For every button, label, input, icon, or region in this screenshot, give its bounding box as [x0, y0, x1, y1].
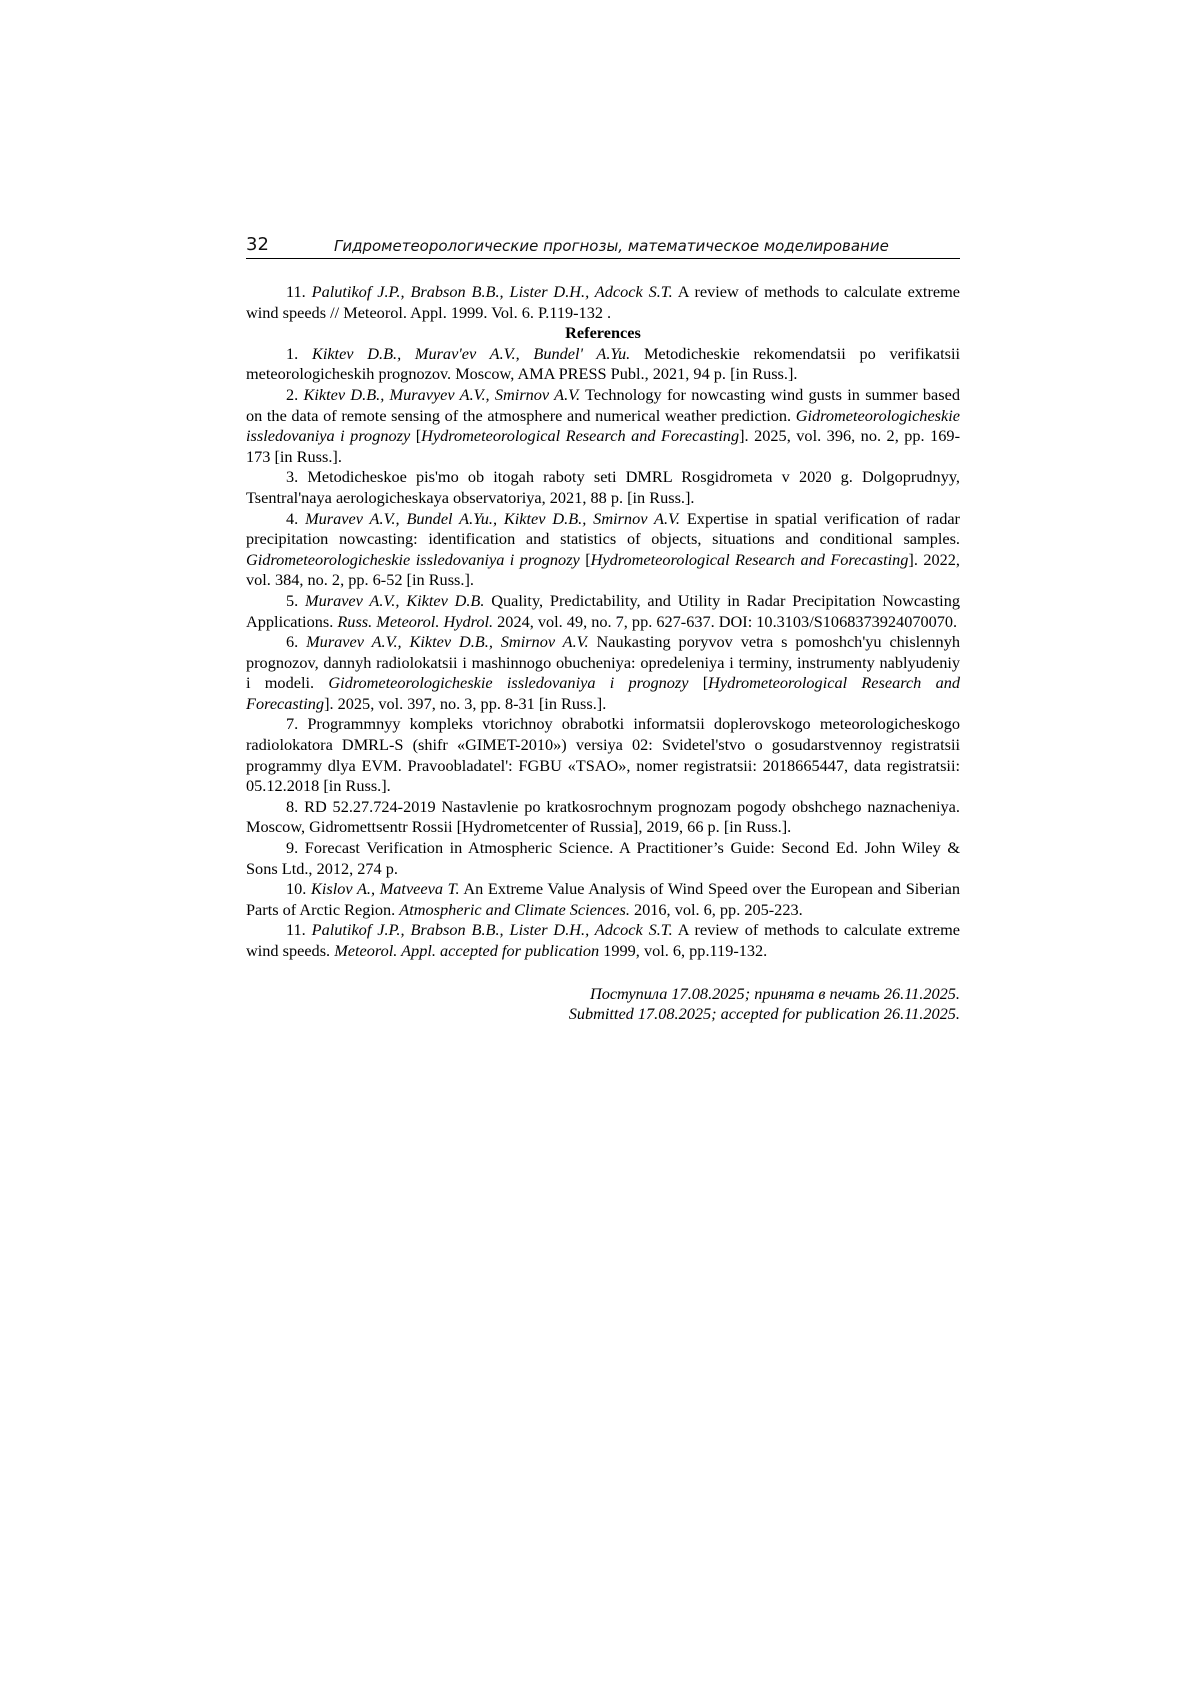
reference-4	[246, 509, 960, 591]
ref-authors: Kiktev D.B., Murav'ev A.V., Bundel' A.Yu.	[311, 343, 631, 363]
ref-number: 9.	[286, 838, 299, 858]
ref-number: 3.	[286, 467, 299, 487]
ref-journal-translation: Hydrometeorological Research and Forecasting	[421, 426, 740, 446]
ref-bracket: [	[415, 426, 422, 446]
received-dates	[246, 984, 960, 1025]
ref-details: ]. 2022, vol. 384, no. 2, pp. 6-52 [in Russ.].	[246, 549, 960, 590]
ref-number: 8.	[286, 796, 299, 816]
ref-authors: Muravev A.V., Bundel A.Yu., Kiktev D.B., Smirnov A.V.	[305, 508, 680, 528]
ref-journal: Gidrometeorologicheskie issledovaniya i prognozy	[246, 405, 960, 446]
ref-details: 2016, vol. 6, pp. 205-223.	[633, 899, 803, 919]
ref-journal: Gidrometeorologicheskie issledovaniya i prognozy	[328, 673, 689, 693]
ref-authors: Palutikof J.P., Brabson B.B., Lister D.H., Adcock S.T.	[311, 920, 673, 940]
running-header	[246, 234, 960, 259]
ref-number: 6.	[286, 632, 299, 652]
ref-number: 5.	[286, 590, 299, 610]
reference-3	[246, 467, 960, 508]
ref-text: RD 52.27.724-2019 Nastavlenie po kratkosrochnym prognozam pogody obshchego naznacheniya. Moscow, Gidromettsentr Rossii [Hydrometcenter of Russia], 2019, 66 p. [in Russ.].	[246, 796, 960, 837]
reference-10	[246, 879, 960, 920]
ref-authors: Muravev A.V., Kiktev D.B., Smirnov A.V.	[306, 632, 589, 652]
references-heading: References	[565, 323, 641, 343]
ref-number: 1.	[286, 343, 299, 363]
ref-number: 7.	[286, 714, 299, 734]
ref-number: 10.	[286, 879, 307, 899]
references-body	[246, 282, 960, 1025]
previous-reference-11	[246, 282, 960, 323]
ref-number: 4.	[286, 508, 299, 528]
ref-text: A review of methods to calculate extreme wind speeds // Meteorol. Appl. 1999. Vol. 6. P.119-132 .	[246, 282, 960, 322]
received-en: Submitted 17.08.2025; accepted for publication 26.11.2025.	[568, 1004, 960, 1024]
ref-text: An Extreme Value Analysis of Wind Speed over the European and Siberian Parts of Arctic Region.	[246, 879, 960, 919]
ref-authors: Palutikof J.P., Brabson B.B., Lister D.H., Adcock S.T.	[311, 282, 673, 301]
ref-number: 11.	[286, 282, 306, 301]
reference-6	[246, 632, 960, 714]
ref-authors: Kiktev D.B., Muravyev A.V., Smirnov A.V.	[303, 384, 581, 404]
ref-details: ]. 2025, vol. 397, no. 3, pp. 8-31 [in Russ.].	[324, 693, 607, 713]
ref-details: 2024, vol. 49, no. 7, pp. 627-637. DOI: 10.3103/S1068373924070070.	[497, 611, 958, 631]
journal-title: Гидрометеорологические прогнозы, математическое моделирование	[334, 237, 889, 255]
ref-journal: Gidrometeorologicheskie issledovaniya i prognozy	[246, 549, 580, 569]
ref-authors: Kislov A., Matveeva T.	[311, 879, 460, 899]
ref-details: 1999, vol. 6, pp.119-132.	[603, 941, 768, 960]
reference-7	[246, 714, 960, 796]
ref-text: Forecast Verification in Atmospheric Science. A Practitioner’s Guide: Second Ed. John Wiley & Sons Ltd., 2012, 274 p.	[246, 838, 960, 878]
reference-11	[246, 920, 960, 961]
page-number: 32	[246, 234, 269, 255]
received-ru: Поступила 17.08.2025; принята в печать 26.11.2025.	[589, 983, 960, 1003]
ref-text: Naukasting poryvov vetra s pomoshch'yu chislennyh prognozov, dannyh radiolokatsii i mashinnogo obucheniya: opredeleniya i terminy, instrumenty nablyudeniy i modeli.	[246, 632, 960, 693]
ref-authors: Muravev A.V., Kiktev D.B.	[305, 590, 485, 610]
reference-9	[246, 838, 960, 879]
ref-journal-translation: Hydrometeorological Research and Forecasting	[590, 549, 909, 569]
ref-journal-translation: Hydrometeorological Research and Forecasting	[246, 673, 960, 713]
ref-bracket: [	[702, 673, 709, 693]
reference-2	[246, 385, 960, 467]
ref-text: Expertise in spatial verification of radar precipitation nowcasting: identification and statistics of objects, situations and conditional samples.	[246, 508, 960, 549]
reference-1	[246, 344, 960, 385]
ref-journal: Atmospheric and Climate Sciences.	[399, 899, 630, 919]
ref-bracket: [	[585, 549, 591, 569]
ref-details: ]. 2025, vol. 396, no. 2, pp. 169-173 [in Russ.].	[246, 426, 960, 466]
reference-5	[246, 591, 960, 632]
ref-text: Technology for nowcasting wind gusts in summer based on the data of remote sensing of the atmosphere and numerical weather prediction.	[246, 384, 960, 425]
reference-8	[246, 797, 960, 838]
ref-text: Programmnyy kompleks vtorichnoy obrabotki informatsii doplerovskogo meteorologicheskogo radiolokatora DMRL-S (shifr «GIMET-2010») versiya 02: Svidetel'stvo o gosudarstvennoy registratsii programmy dlya EVM. Pravoobladatel': FGBU «TSAO», nomer registratsii: 2018665447, data registratsii: 05.12.2018 [in Russ.].	[246, 714, 960, 796]
ref-journal: Russ. Meteorol. Hydrol.	[337, 611, 494, 631]
ref-text: Quality, Predictability, and Utility in Radar Precipitation Nowcasting Applications.	[246, 590, 960, 631]
ref-text: A review of methods to calculate extreme wind speeds.	[246, 920, 960, 960]
ref-journal: Meteorol. Appl. accepted for publication	[334, 941, 600, 960]
ref-text: Metodicheskie rekomendatsii po verifikatsii meteorologicheskih prognozov. Moscow, AMA PRESS Publ., 2021, 94 p. [in Russ.].	[246, 343, 961, 384]
ref-number: 11.	[286, 920, 306, 940]
ref-number: 2.	[286, 384, 299, 404]
ref-text: Metodicheskoe pis'mo ob itogah raboty seti DMRL Rosgidrometa v 2020 g. Dolgoprudnyy, Tsentral'naya aerologicheskaya observatoriya, 2021, 88 p. [in Russ.].	[246, 467, 960, 507]
